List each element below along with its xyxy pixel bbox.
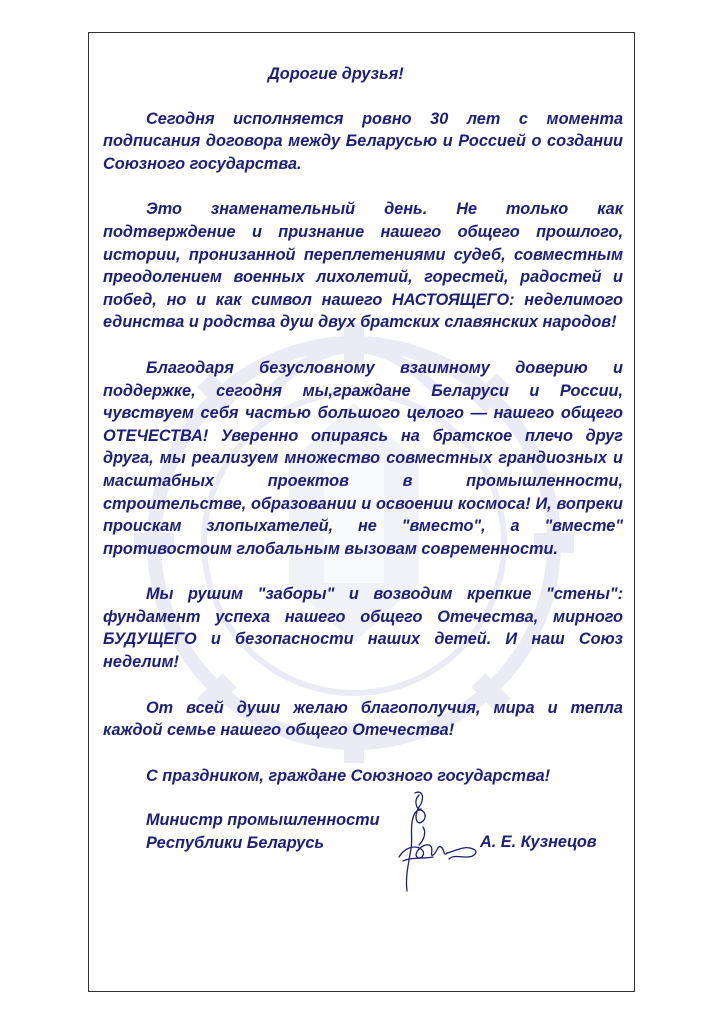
letter-closing: С праздником, граждане Союзного государства! — [146, 766, 551, 785]
letter-greeting: Дорогие друзья! — [268, 65, 404, 83]
signature-block — [103, 809, 623, 899]
letter-body — [103, 63, 623, 899]
letter-paragraph-4: Мы рушим "заборы" и возводим крепкие "стены": фундамент успеха нашего общего Отечества, мирного БУДУЩЕГО и безопасности наших детей. И наш Союз неделим! — [103, 585, 623, 672]
signatory-name: А. Е. Кузнецов — [480, 833, 597, 852]
letter-paragraph-5: От всей души желаю благополучия, мира и тепла каждой семье нашего общего Отечества! — [103, 698, 623, 740]
letter-page — [88, 32, 635, 992]
handwritten-signature-icon — [393, 787, 483, 897]
letter-paragraph-1: Сегодня исполняется ровно 30 лет с момента подписания договора между Беларусью и Россией о создании Союзного государства. — [103, 109, 623, 173]
signatory-title-line-2: Республики Беларусь — [146, 834, 325, 853]
signatory-title-line-1: Министр промышленности — [146, 811, 380, 830]
letter-paragraph-3: Благодаря безусловному взаимному доверию и поддержке, сегодня мы,граждане Беларуси и России, чувствуем себя частью большого целого — нашего общего ОТЕЧЕСТВА! Уверенно опираясь на братское плечо друг друга, мы реализуем множество совместных грандиозных и масштабных проектов в промышленности, строительстве, образовании и освоении космоса! И, вопреки проискам злопыхателей, не "вместо", а "вместе" противостоим глобальным вызовам современности. — [103, 358, 623, 558]
letter-paragraph-2: Это знаменательный день. Не только как подтверждение и признание нашего общего прошлого, истории, пронизанной переплетениями судеб, совместным преодолением военных лихолетий, горестей, радостей и побед, но и как символ нашего НАСТОЯЩЕГО: неделимого единства и родства душ двух братских славянских народов! — [103, 200, 623, 332]
